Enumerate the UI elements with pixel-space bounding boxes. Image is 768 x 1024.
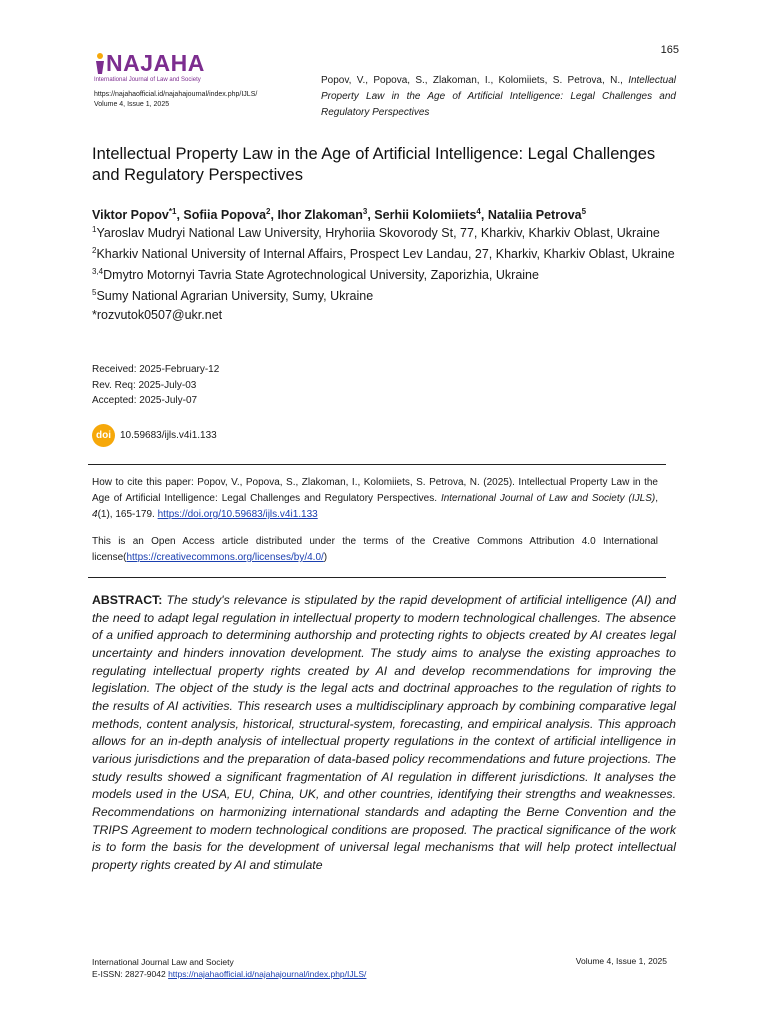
- abstract-label: ABSTRACT:: [92, 593, 163, 607]
- footer-journal-name: International Journal Law and Society: [92, 957, 234, 967]
- journal-info: [94, 90, 257, 110]
- running-header-citation: [321, 73, 676, 121]
- affiliation-item: [92, 263, 682, 284]
- author-name: Sofiia Popova: [183, 208, 267, 223]
- footer-eissn-line: [92, 968, 366, 980]
- author-separator: ,: [176, 208, 184, 223]
- affiliation-text: Dmytro Motornyi Tavria State Agrotechnological University, Zaporizhia, Ukraine: [103, 268, 539, 283]
- affiliation-mark: 1: [92, 225, 97, 234]
- corresponding-email[interactable]: *rozvutok0507@ukr.net: [92, 307, 223, 322]
- logo-wordmark: [94, 50, 274, 76]
- doi-row: [92, 424, 217, 447]
- author-mark: 4: [476, 207, 481, 216]
- license-text: This is an Open Access article distributed under the terms of the Creative Commons Attribution 4.0 International license(: [92, 536, 658, 563]
- journal-url[interactable]: https://najahaofficial.id/najahajournal/index.php/IJLS/: [94, 91, 258, 98]
- journal-volume: Volume 4, Issue 1, 2025: [94, 101, 170, 108]
- author-separator: ,: [367, 208, 375, 223]
- license-link[interactable]: https://creativecommons.org/licenses/by/4.0/: [126, 552, 324, 563]
- affiliation-mark: 5: [92, 288, 97, 298]
- submission-dates: [92, 362, 219, 409]
- page-number: 165: [660, 44, 679, 56]
- author-name: Ihor Zlakoman: [277, 208, 363, 223]
- author-name: Viktor Popov: [92, 208, 169, 223]
- cite-pages: (1), 165-179.: [97, 509, 158, 520]
- abstract-text: The study's relevance is stipulated by the rapid development of artificial intelligence (AI) and the need to adapt legal regulation in intellectual property to modern technological challenges. The absence of a unified approach to determining authorship and protecting rights to objects created by AI creates legal uncertainty and hinders innovation development. The study aims to analyse the existing approaches to regulating intellectual property rights created by AI and develop recommendations for improving the legislation. The object of the study is the legal acts and doctrinal approaches to the regulation of rights to the results of AI activities. This research uses a multidisciplinary approach by combining comparative legal methods, content analysis, historical, structural-system, forecasting, and empirical analysis. This approach allows for an in-depth analysis of intellectual property regulations in the context of artificial intelligence in various jurisdictions and the preparation of data-based policy recommendations and future projections. The study results showed a significant fragmentation of AI regulation in different jurisdictions. It analyses the models used in the USA, EU, China, UK, and other countries, identifying their strengths and weaknesses. Recommendations on harmonizing international standards and adapting the Berne Convention and the TRIPS Agreement to modern technological conditions are proposed. The practical significance of the work is to form the basis for the development of universal legal mechanisms that will help protect intellectual property rights created by AI and stimulate: [92, 593, 676, 872]
- license-statement: [92, 534, 658, 566]
- affiliation-text: Kharkiv National University of Internal Affairs, Prospect Lev Landau, 27, Kharkiv, Kharkiv Oblast, Ukraine: [96, 247, 675, 262]
- abstract: [92, 592, 676, 875]
- affiliation-text: Yaroslav Mudryi National Law University, Hryhoriia Skovorody St, 77, Kharkiv, Kharkiv Oblast, Ukraine: [96, 226, 660, 241]
- cite-volume: 4: [92, 509, 98, 520]
- author-mark: 5: [581, 207, 587, 216]
- header-authors: Popov, V., Popova, S., Zlakoman, I., Kolomiiets, S. Petrova, N.,: [321, 75, 629, 86]
- doi-value[interactable]: 10.59683/ijls.v4i1.133: [120, 430, 217, 441]
- author-mark: *1: [168, 207, 177, 216]
- logo-text: NAJAHA: [106, 50, 205, 76]
- cite-comma: ,: [655, 493, 658, 504]
- footer-url-link[interactable]: https://najahaofficial.id/najahajournal/index.php/IJLS/: [168, 969, 367, 979]
- accepted-date: Accepted: 2025-July-07: [92, 395, 198, 406]
- header-title: Intellectual Property Law in the Age of Artificial Intelligence: Legal Challenges and Regulatory Perspectives: [321, 75, 676, 118]
- logo-subtitle: International Journal of Law and Society: [94, 77, 201, 83]
- doi-icon: doi: [92, 424, 115, 447]
- author-mark: 3: [362, 207, 368, 216]
- how-to-cite: [92, 475, 658, 523]
- footer-journal-info: [92, 956, 366, 980]
- paper-title: Intellectual Property Law in the Age of Artificial Intelligence: Legal Challenges and Regulatory Perspectives: [92, 145, 656, 184]
- affiliation-text: Sumy National Agrarian University, Sumy, Ukraine: [96, 289, 374, 304]
- affiliation-item: [92, 284, 682, 305]
- license-close: ): [323, 552, 328, 563]
- citation-box: [88, 464, 666, 578]
- doi-link[interactable]: https://doi.org/10.59683/ijls.v4i1.133: [157, 509, 318, 520]
- cite-journal: International Journal of Law and Society (IJLS): [440, 493, 656, 504]
- author-name: Nataliia Petrova: [487, 208, 582, 223]
- affiliation-list: [92, 221, 682, 324]
- cite-lead: How to cite this paper: Popov, V., Popova, S., Zlakoman, I., Kolomiiets, S. Petrova, N. (2025). Intellectual Property Law in the Age of Artificial Intelligence: Legal Challenges and Regulatory Perspectives.: [92, 477, 658, 504]
- logo-figure-icon: [94, 52, 106, 74]
- author-separator: ,: [480, 208, 488, 223]
- author-separator: ,: [270, 208, 278, 223]
- affiliation-mark: 2: [92, 246, 97, 256]
- affiliation-item: [92, 221, 682, 242]
- received-date: Received: 2025-February-12: [92, 364, 220, 375]
- footer-volume: Volume 4, Issue 1, 2025: [575, 956, 667, 966]
- author-name: Serhii Kolomiiets: [374, 208, 477, 223]
- affiliation-item: [92, 242, 682, 263]
- author-mark: 2: [266, 207, 271, 216]
- footer-eissn: E-ISSN: 2827-9042: [92, 969, 169, 979]
- revision-date: Rev. Req: 2025-July-03: [92, 379, 197, 391]
- affiliation-mark: 3,4: [92, 267, 104, 277]
- journal-logo: [94, 50, 274, 84]
